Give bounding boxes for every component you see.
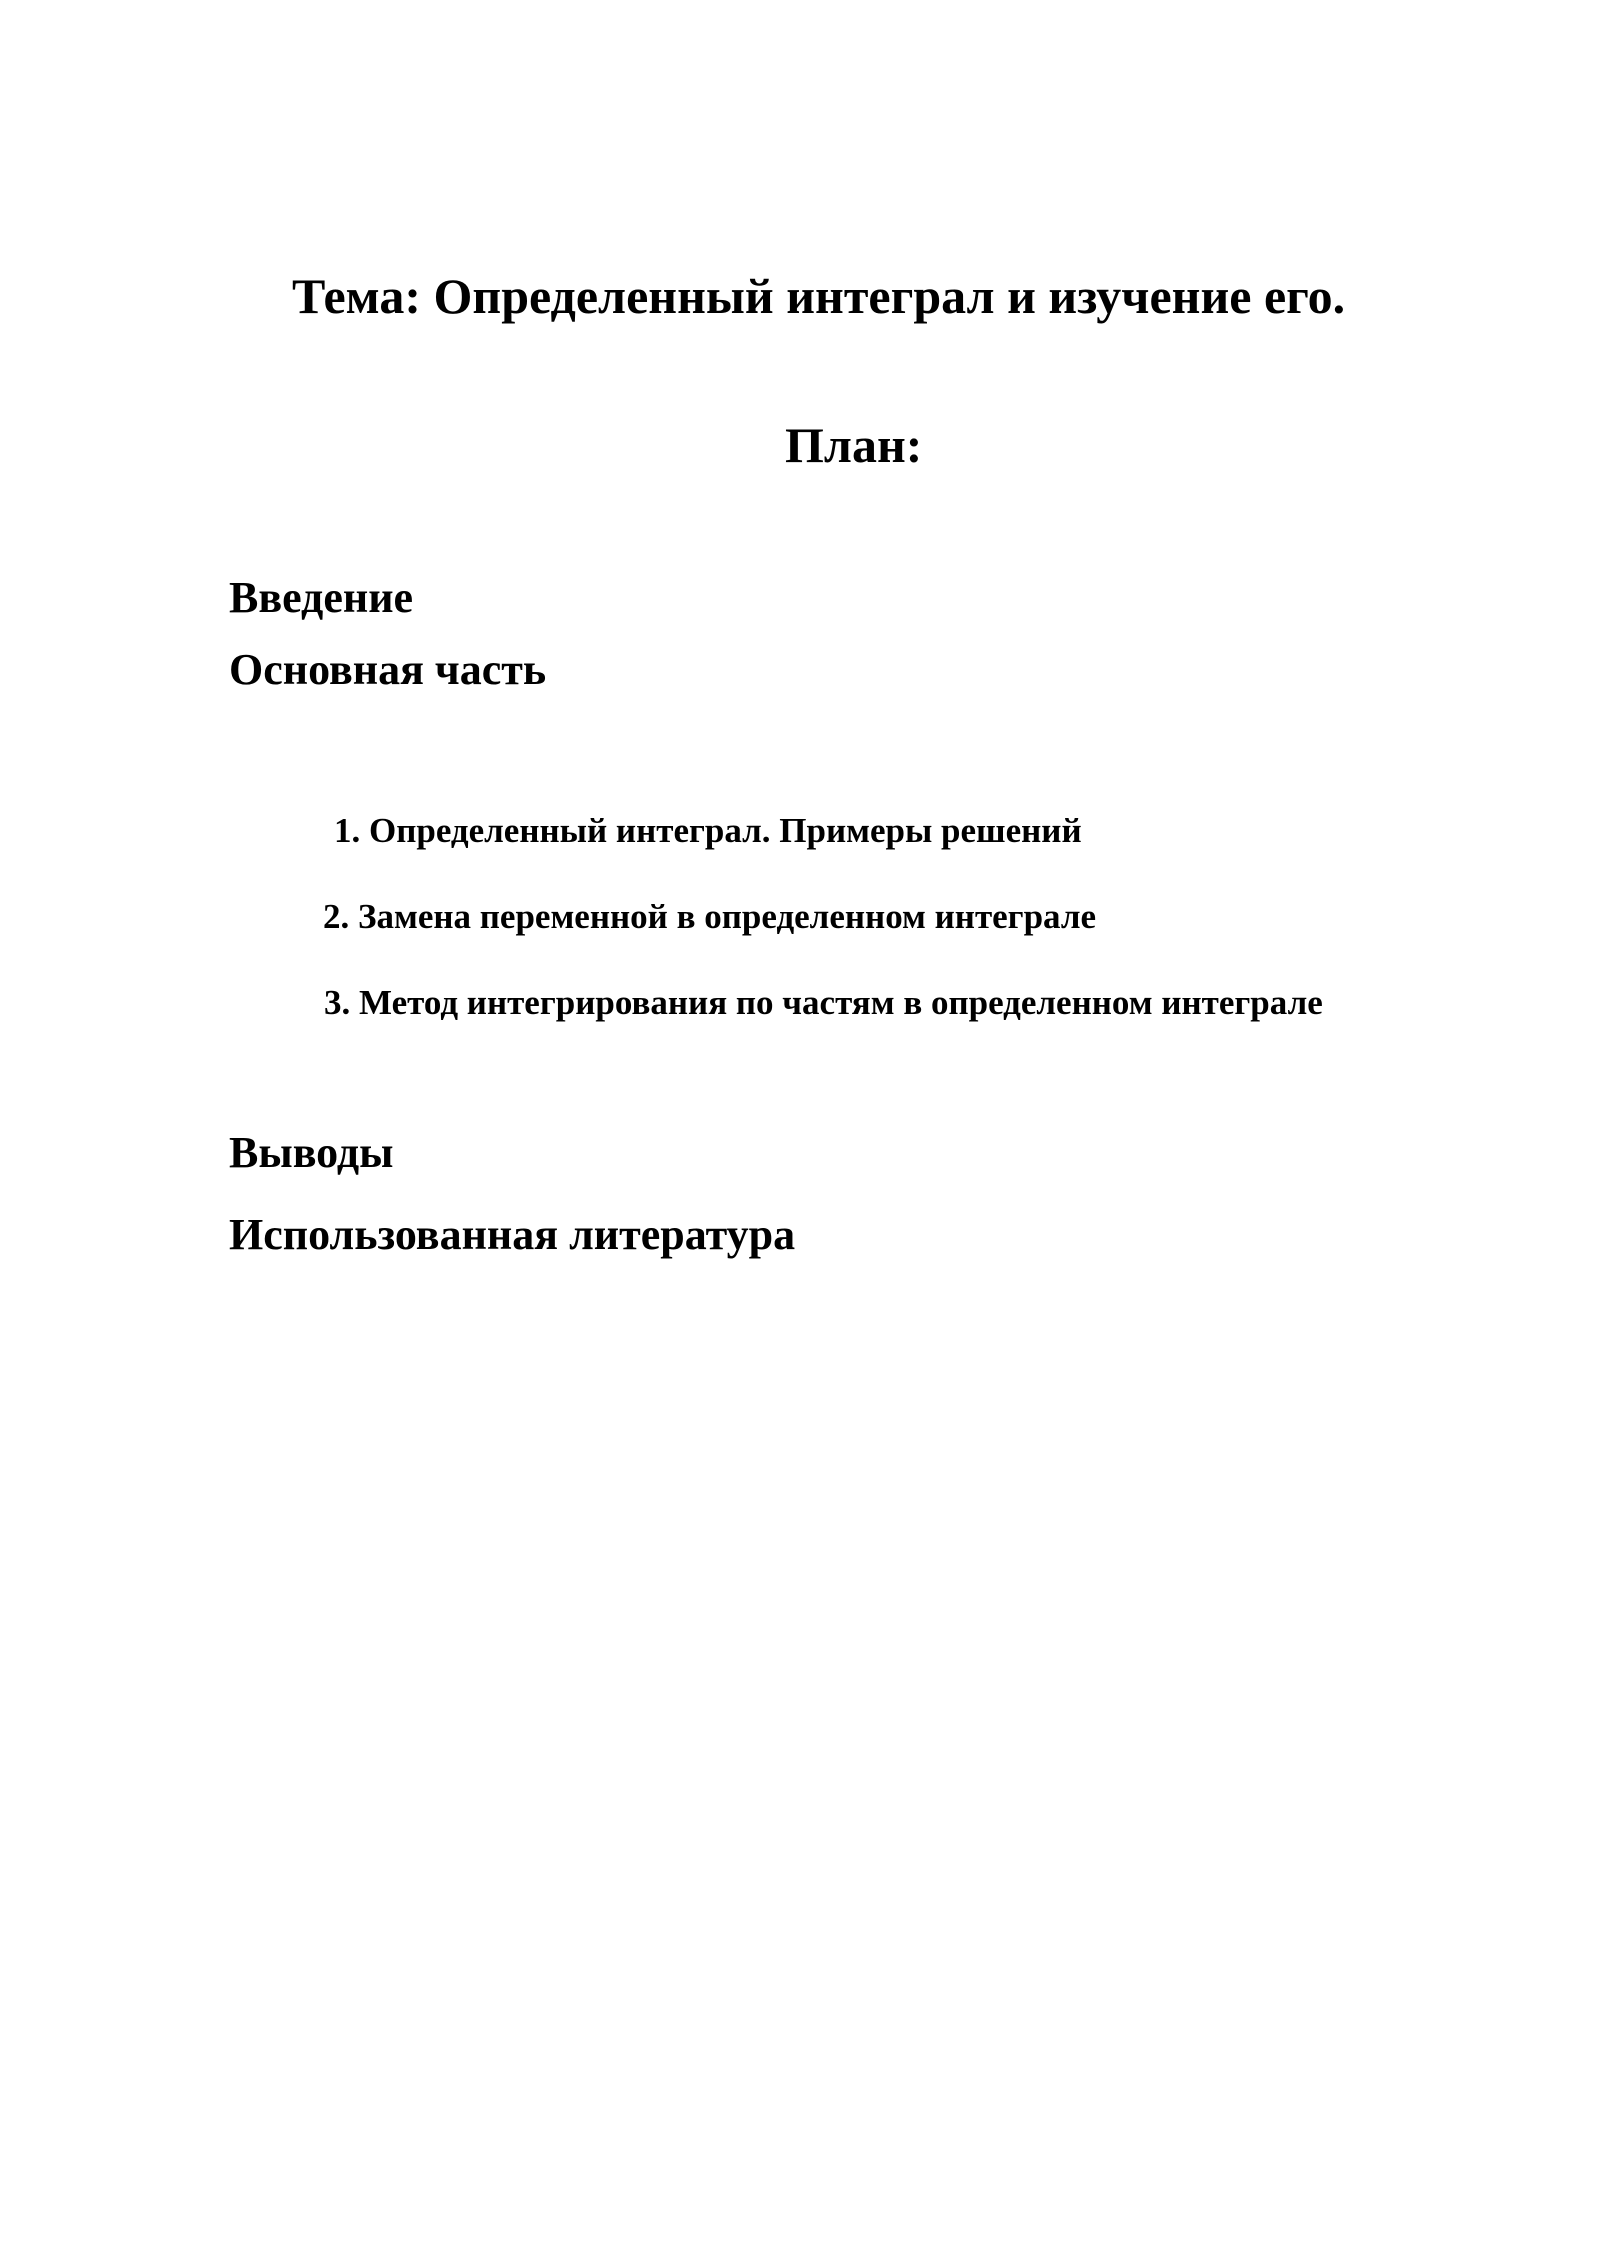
plan-heading: План: [785, 417, 923, 473]
document-topic: Тема: Определенный интеграл и изучение его. [292, 268, 1346, 324]
section-intro: Введение [229, 573, 414, 622]
subsection-item-1: 1. Определенный интеграл. Примеры решений [334, 811, 1082, 850]
section-literature: Использованная литература [229, 1210, 796, 1259]
section-conclusions: Выводы [229, 1128, 394, 1177]
section-main-part: Основная часть [229, 645, 547, 694]
subsection-item-3: 3. Метод интегрирования по частям в определенном интеграле [324, 983, 1323, 1022]
subsection-item-2: 2. Замена переменной в определенном интеграле [323, 897, 1097, 936]
